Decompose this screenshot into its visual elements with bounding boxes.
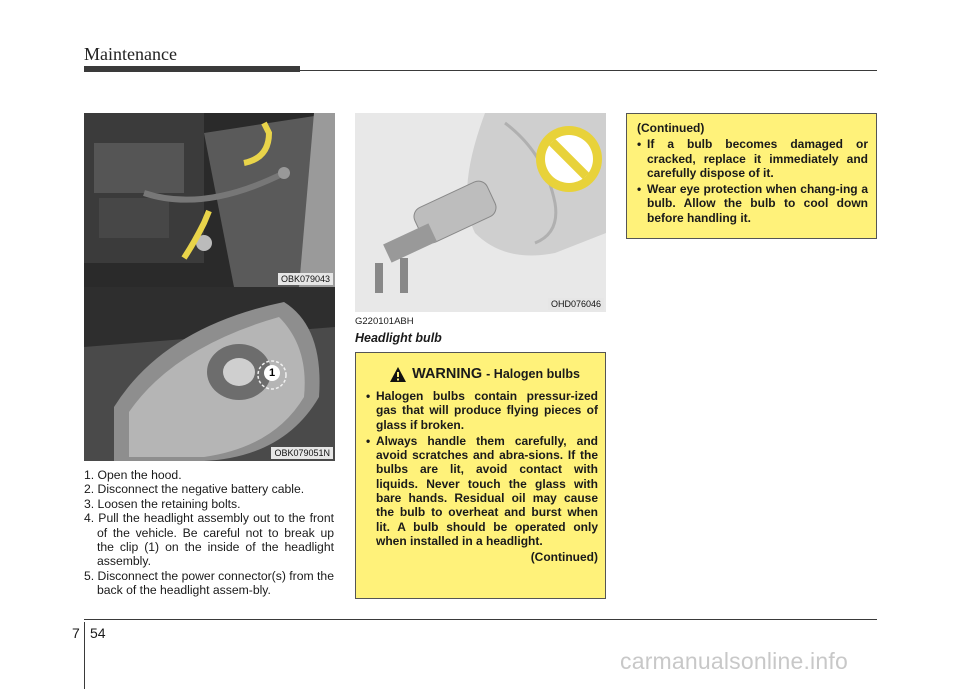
continued-list (635, 137, 868, 225)
warning-word: WARNING (412, 366, 483, 382)
warning-subtitle: - Halogen bulbs (486, 367, 580, 381)
footer-rule (84, 619, 877, 620)
steps-list (84, 468, 334, 598)
section-heading: Headlight bulb (355, 331, 442, 345)
list-item: 4. Pull the headlight assembly out to the front of the vehicle. Be careful not to break up the clip (1) on the inside of the headlight assembly. (84, 511, 334, 569)
list-item: • Always handle them carefully, and avoid scratches and abra-sions. If the bulbs are lit, avoid contact with liquids. Never touch the glass with bare hands. Residual oil may cause the bulb to overheat and burst when lit. A bulb should be operated only when installed in a headlight. (364, 434, 598, 548)
warning-list (364, 389, 598, 548)
photo-headlight (84, 287, 335, 461)
callout-number: 1 (264, 365, 280, 381)
list-item: • Wear eye protection when chang-ing a bulb. Allow the bulb to cool down before handling it. (635, 182, 868, 225)
continued-label: (Continued) (530, 550, 598, 565)
list-item: • Halogen bulbs contain pressur-ized gas that will produce flying pieces of glass if broken. (364, 389, 598, 432)
chapter-number: 7 (72, 625, 80, 641)
list-item: 1. Open the hood. (84, 468, 182, 482)
warning-header (372, 366, 598, 382)
list-item: 5. Disconnect the power connector(s) from the back of the headlight assem-bly. (84, 568, 334, 598)
page-title: Maintenance (84, 44, 177, 64)
warning-icon (390, 367, 406, 382)
photo-code: OBK079043 (278, 273, 333, 285)
continued-label: (Continued) (637, 121, 705, 135)
continued-box (626, 113, 877, 239)
footer-divider (84, 622, 85, 689)
list-item: 3. Loosen the retaining bolts. (84, 496, 241, 511)
photo-code: OBK079051N (271, 447, 333, 459)
section-code: G220101ABH (355, 316, 414, 327)
list-item: 2. Disconnect the negative battery cable. (84, 482, 305, 497)
photo-halogen-bulb (355, 113, 606, 312)
photo-code: OHD076046 (548, 298, 604, 310)
page-number: 54 (90, 625, 106, 641)
header-rule (300, 70, 877, 71)
warning-box (355, 352, 606, 599)
photo-engine-bay (84, 113, 335, 287)
watermark: carmanualsonline.info (620, 648, 848, 674)
list-item: • If a bulb becomes damaged or cracked, replace it immediately and carefully dispose of it. (635, 137, 868, 180)
header-rule-thick (84, 66, 300, 72)
